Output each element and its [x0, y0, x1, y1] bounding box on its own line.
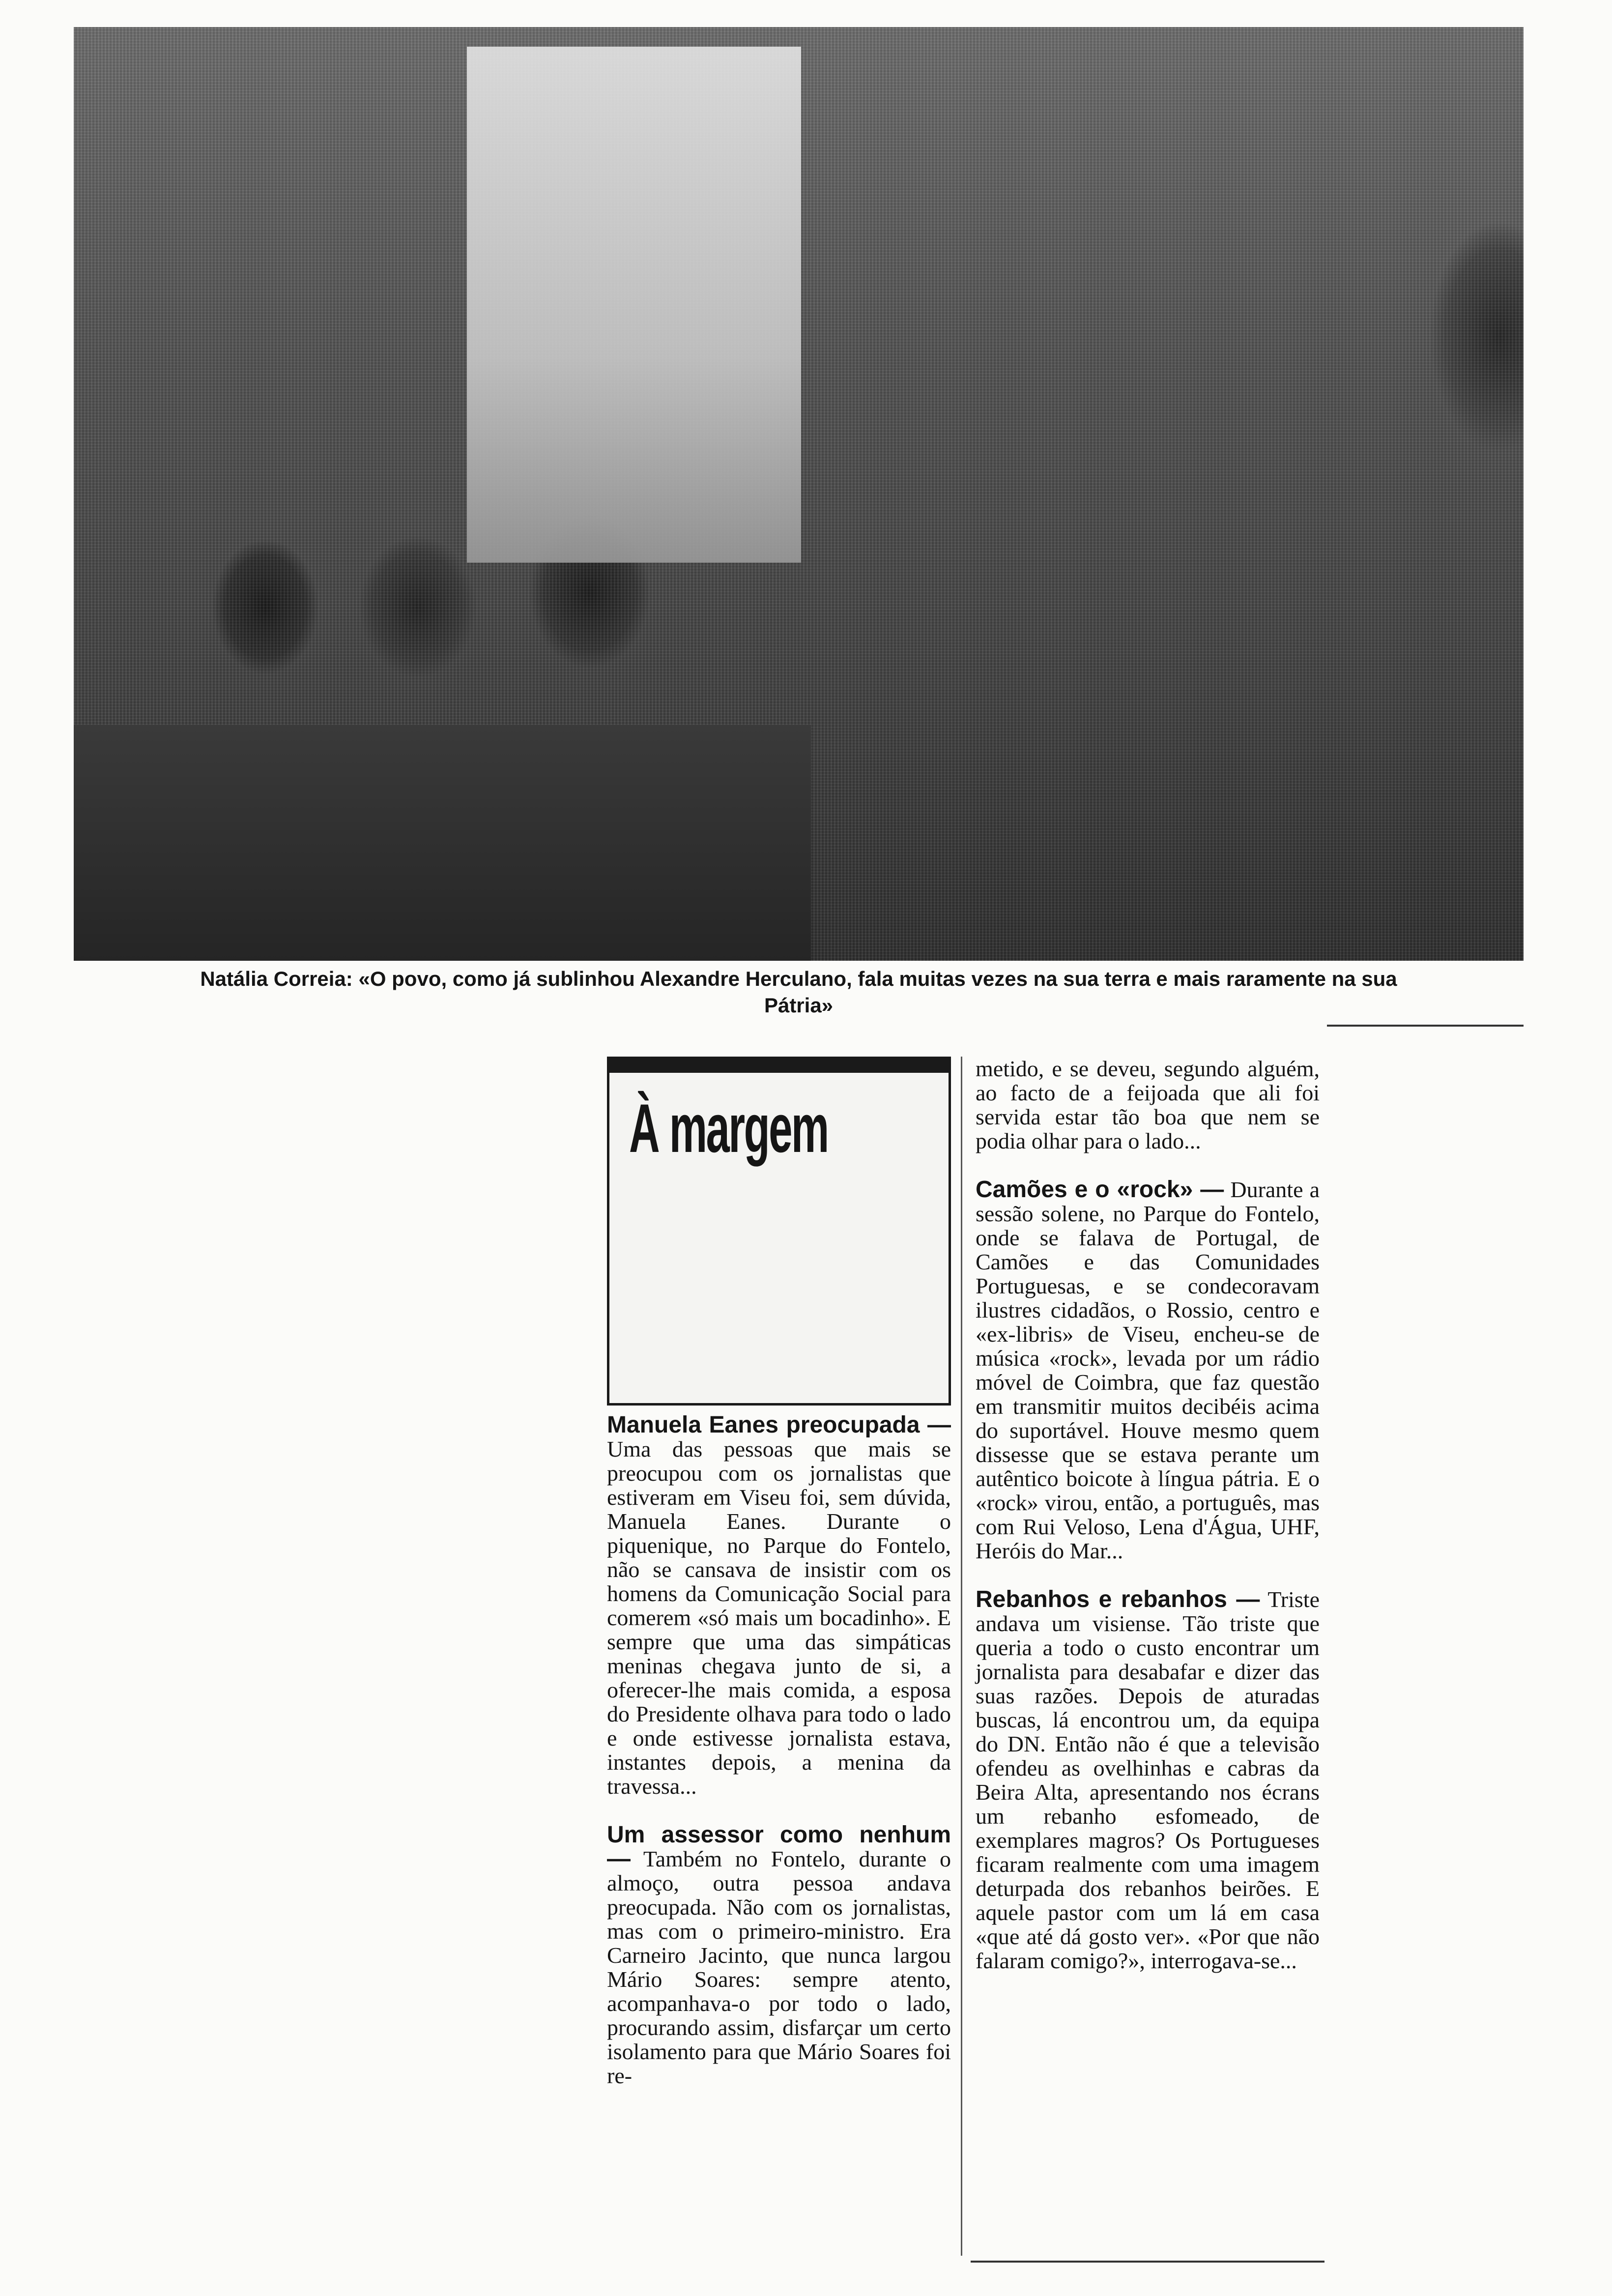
caption-line-2: Pátria»: [764, 994, 834, 1017]
article-camoes-rock: [976, 1177, 1320, 1563]
section-title-box: [607, 1057, 951, 1406]
column-right: [976, 1057, 1320, 1997]
article-assessor: [607, 1823, 951, 2088]
article-heading: Camões e o «rock» —: [976, 1177, 1224, 1203]
caption-line-1: Natália Correia: «O povo, como já sublinhou Alexandre Herculano, fala muitas vezes na sua terra e mais raramente na sua: [200, 967, 1397, 990]
section-title: À margem: [629, 1090, 828, 1167]
article-continuation: [976, 1057, 1320, 1153]
bottom-rule: [971, 2261, 1324, 2263]
table-desk: [74, 725, 811, 961]
news-photo: [74, 27, 1524, 961]
box-top-bar: [609, 1059, 949, 1073]
article-heading: Um assessor como nenhum —: [607, 1822, 951, 1872]
article-body: metido, e se deveu, segundo alguém, ao facto de a feijoada que ali foi servida estar tão boa que nem se podia olhar para o lado...: [976, 1056, 1320, 1153]
article-rebanhos: [976, 1587, 1320, 1973]
article-body: Uma das pessoas que mais se preocupou com os jornalistas que estiveram em Viseu foi, sem dúvida, Manuela Eanes. Durante o piquenique, no Parque do Fontelo, não se cansava de insistir com os homens da Comunicação Social para comerem «só mais um bocadinho». E sempre que uma das simpáticas meninas chegava junto de si, a oferecer-lhe mais comida, a esposa do Presidente olhava para todo o lado e onde estivesse jornalista estava, instantes depois, a menina da travessa...: [607, 1436, 951, 1799]
article-heading: Rebanhos e rebanhos —: [976, 1586, 1260, 1612]
article-manuela-eanes: [607, 1413, 951, 1798]
photo-caption: [74, 966, 1524, 1019]
article-body: Triste andava um visiense. Tão triste que queria a todo o custo encontrar um jornalista para desabafar e dizer das suas razões. Depois de aturadas buscas, lá encontrou um, da equipa do DN. Então não é que a televisão ofendeu as ovelhinhas e cabras da Beira Alta, apresentando nos écrans um rebanho esfomeado, de exemplares magros? Os Portugueses ficaram realmente com uma imagem deturpada dos rebanhos beirões. E aquele pastor com um lá em casa «que até dá gosto ver». «Por que não falaram comigo?», interrogava-se...: [976, 1587, 1320, 1973]
article-body: Durante a sessão solene, no Parque do Fontelo, onde se falava de Portugal, de Camões e das Comunidades Portuguesas, e se condecoravam ilustres cidadãos, o Rossio, centro e «ex-libris» de Viseu, encheu-se de música «rock», levada por um rádio móvel de Coimbra, que faz questão em transmitir muitos decibéis acima do suportável. Houve mesmo quem dissesse que se estava perante um autêntico boicote à língua pátria. E o «rock» virou, então, a português, mas com Rui Veloso, Lena d'Água, UHF, Heróis do Mar...: [976, 1177, 1320, 1563]
caption-rule: [1327, 1025, 1524, 1027]
article-heading: Manuela Eanes preocupada —: [607, 1412, 951, 1438]
column-divider: [961, 1057, 962, 2256]
article-body: Também no Fontelo, durante o almoço, outra pessoa andava preocupada. Não com os jornalistas, mas com o primeiro-ministro. Era Carneiro Jacinto, que nunca largou Mário Soares: sempre atento, acompanhava-o por todo o lado, procurando assim, disfarçar um certo isolamento para que Mário Soares foi re-: [607, 1846, 951, 2088]
column-left: [607, 1413, 951, 2112]
projection-screen: [467, 47, 801, 563]
